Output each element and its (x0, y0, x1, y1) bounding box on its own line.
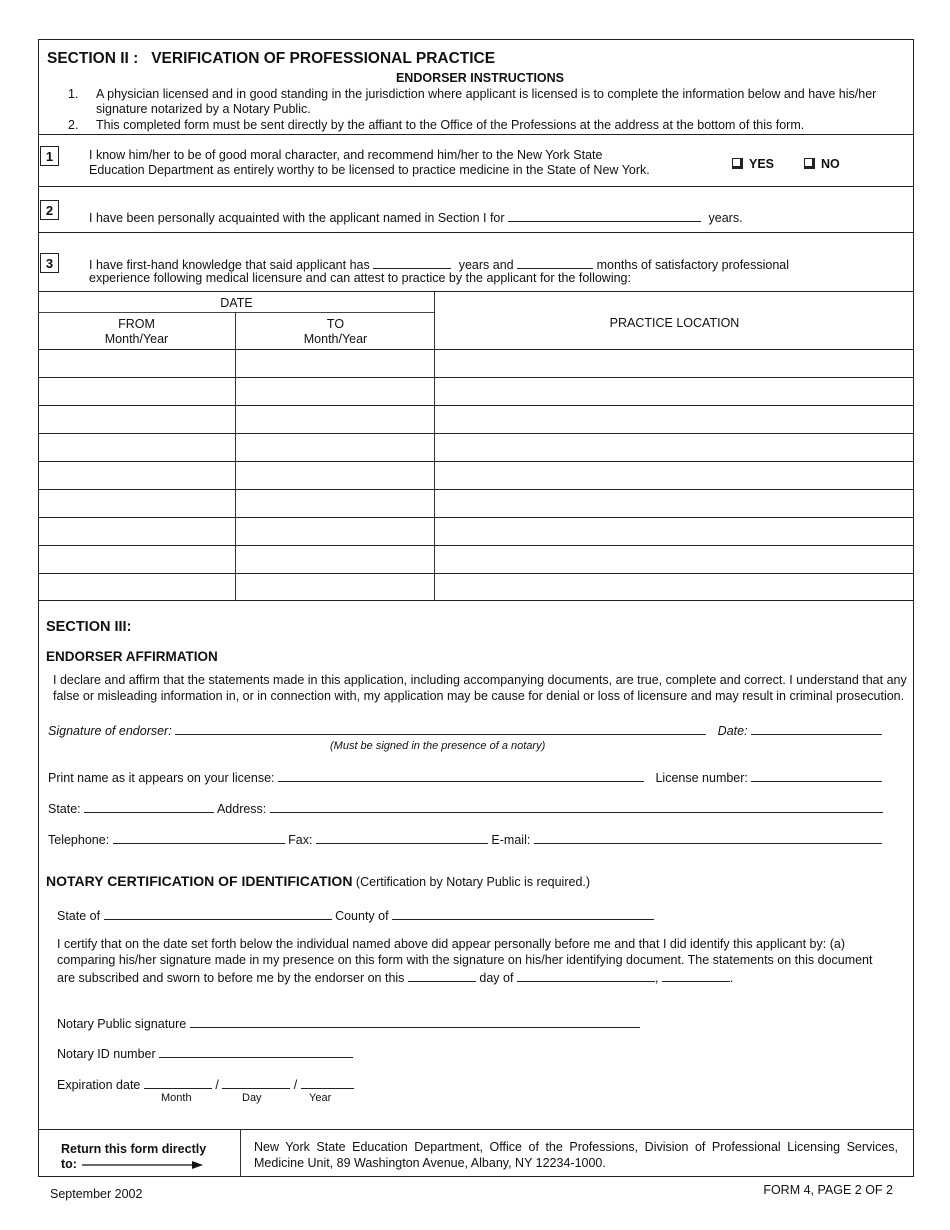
year-label: Year (309, 1092, 332, 1104)
item2-suffix: years. (708, 211, 743, 225)
affirmation-line2: false or misleading information in, or in connection with, my application may be cause for denial or loss of licensure and may result in criminal prosecution. (53, 689, 905, 703)
sworn-year-field[interactable] (662, 969, 730, 982)
month-label: Month (161, 1092, 192, 1104)
signature-label: Signature of endorser: (48, 724, 172, 738)
telephone-label: Telephone: (48, 833, 110, 847)
instruction-2-line1: This completed form must be sent directly by the affiant to the Office of the Professions at the address at the bottom of this form. (96, 118, 805, 132)
practice-location-header: PRACTICE LOCATION (609, 316, 740, 330)
return-address (254, 1139, 898, 1171)
item3-text-b: years and (458, 258, 514, 272)
instruction-number-2: 2. (68, 118, 79, 132)
arrow-right-icon (82, 1160, 204, 1170)
sworn-day-field[interactable] (408, 969, 476, 982)
notary-id-label: Notary ID number (57, 1047, 156, 1061)
item2-row (89, 209, 743, 225)
notary-signature-label: Notary Public signature (57, 1017, 187, 1031)
day-label: Day (242, 1092, 262, 1104)
date-header-divider (38, 312, 435, 313)
license-number-field[interactable] (751, 769, 882, 782)
signature-note: (Must be signed in the presence of a notary) (330, 740, 546, 752)
certify-line1: I certify that on the date set forth below the individual named above did appear personally before me and that I did identify this applicant by: (a) (57, 937, 845, 951)
notary-county-field[interactable] (392, 907, 654, 920)
item-number-box: 2 (40, 200, 59, 220)
table-row (38, 517, 914, 518)
instruction-1-line2: signature notarized by a Notary Public. (96, 102, 311, 116)
item1-line1: I know him/her to be of good moral character, and recommend him/her to the New York State (89, 148, 603, 162)
to-label: TO (326, 317, 345, 331)
state-address-row (48, 800, 883, 816)
table-row (38, 377, 914, 378)
item2-text: I have been personally acquainted with the applicant named in Section I for (89, 211, 505, 225)
to-header (236, 317, 435, 347)
notary-state-field[interactable] (104, 907, 332, 920)
table-column-divider (434, 292, 435, 601)
notary-signature-row (57, 1015, 640, 1031)
expiration-day-field[interactable] (222, 1076, 290, 1089)
notary-signature-field[interactable] (190, 1015, 640, 1028)
item3-row (89, 256, 789, 272)
table-row (38, 349, 914, 350)
email-label: E-mail: (491, 833, 531, 847)
form-page-id: FORM 4, PAGE 2 OF 2 (763, 1183, 893, 1197)
instruction-number-1: 1. (68, 87, 79, 101)
print-name-field[interactable] (278, 769, 644, 782)
email-field[interactable] (534, 831, 882, 844)
state-field[interactable] (84, 800, 214, 813)
fax-label: Fax: (288, 833, 313, 847)
contact-row (48, 831, 882, 847)
affirmation-heading: ENDORSER AFFIRMATION (46, 649, 218, 664)
expiration-label: Expiration date (57, 1078, 141, 1092)
address-line2: Medicine Unit, 89 Washington Avenue, Albany, NY 12234-1000. (254, 1156, 606, 1170)
notary-id-row (57, 1045, 353, 1061)
divider (38, 186, 914, 187)
certify-line3: are subscribed and sworn to before me by the endorser on this day of , . (57, 971, 734, 985)
divider (38, 134, 914, 135)
section2-title: SECTION II : VERIFICATION OF PROFESSIONAL PRACTICE (47, 50, 496, 67)
years-acquainted-field[interactable] (508, 209, 701, 222)
fax-field[interactable] (316, 831, 488, 844)
certify-line3a: are subscribed and sworn to before me by the endorser on this (57, 971, 405, 985)
state-county-row (57, 907, 654, 923)
notary-heading-note: (Certification by Notary Public is required.) (355, 875, 591, 889)
expiration-row: Expiration date / / (57, 1076, 354, 1092)
print-name-row (48, 769, 882, 785)
to-sublabel: Month/Year (303, 332, 368, 346)
checkbox-yes[interactable] (732, 158, 743, 169)
table-row (38, 461, 914, 462)
expiration-year-field[interactable] (301, 1076, 354, 1089)
table-row (38, 489, 914, 490)
expiration-month-field[interactable] (144, 1076, 212, 1089)
address-field[interactable] (270, 800, 883, 813)
from-sublabel: Month/Year (104, 332, 169, 346)
yes-label: YES (749, 157, 775, 171)
instruction-1-line1: A physician licensed and in good standing in the jurisdiction where applicant is licensed is to complete the information below and have his/her (96, 87, 877, 101)
no-option[interactable] (804, 157, 840, 171)
notary-heading-row (46, 873, 590, 889)
divider (38, 232, 914, 233)
from-header (38, 317, 235, 347)
divider (38, 1129, 914, 1130)
return-label (61, 1142, 206, 1172)
table-row (38, 433, 914, 434)
state-label: State: (48, 802, 81, 816)
no-label: NO (821, 157, 840, 171)
section3-title: SECTION III: (46, 619, 132, 635)
address-line1: New York State Education Department, Office of the Professions, Division of Professional Licensing Services, (254, 1140, 898, 1154)
telephone-field[interactable] (113, 831, 285, 844)
yes-option[interactable] (732, 157, 774, 171)
return-line1: Return this form directly (61, 1142, 207, 1156)
license-number-label: License number: (655, 771, 748, 785)
signature-date-field[interactable] (751, 722, 882, 735)
item-number-box: 3 (40, 253, 59, 273)
item1-line2: Education Department as entirely worthy to be licensed to practice medicine in the State of New York. (89, 163, 650, 177)
years-experience-field[interactable] (373, 256, 451, 269)
notary-id-field[interactable] (159, 1045, 353, 1058)
months-experience-field[interactable] (517, 256, 593, 269)
endorser-signature-field[interactable] (175, 722, 706, 735)
county-of-label: County of (335, 909, 389, 923)
divider (38, 291, 914, 292)
date-header: DATE (220, 296, 253, 310)
print-name-label: Print name as it appears on your license: (48, 771, 275, 785)
form-date: September 2002 (50, 1187, 143, 1201)
return-line2: to: (61, 1157, 77, 1171)
state-of-label: State of (57, 909, 101, 923)
table-column-divider (235, 312, 236, 601)
divider (38, 600, 914, 601)
affirmation-line1: I declare and affirm that the statements made in this application, including accompanying documents, are true, complete and correct. I understand that any (53, 673, 907, 687)
notary-heading: NOTARY CERTIFICATION OF IDENTIFICATION (46, 873, 353, 889)
address-label: Address: (216, 802, 267, 816)
certify-line2: comparing his/her signature made in my presence on this form with the signature on his/her identifying document. The statements on this document (57, 953, 873, 967)
sworn-month-field[interactable] (517, 969, 655, 982)
return-divider (240, 1129, 241, 1177)
table-row (38, 545, 914, 546)
date-label: Date: (717, 724, 748, 738)
item3-text-a: I have first-hand knowledge that said applicant has (89, 258, 370, 272)
certify-line3b: day of (479, 971, 514, 985)
checkbox-no[interactable] (804, 158, 815, 169)
table-row (38, 405, 914, 406)
item-number-box: 1 (40, 146, 59, 166)
instructions-heading: ENDORSER INSTRUCTIONS (395, 71, 565, 85)
signature-row (48, 722, 882, 738)
from-label: FROM (118, 317, 155, 331)
item3-text-c: months of satisfactory professional (596, 258, 790, 272)
table-row (38, 573, 914, 574)
item3-line2: experience following medical licensure and can attest to practice by the applicant for the following: (89, 271, 631, 285)
